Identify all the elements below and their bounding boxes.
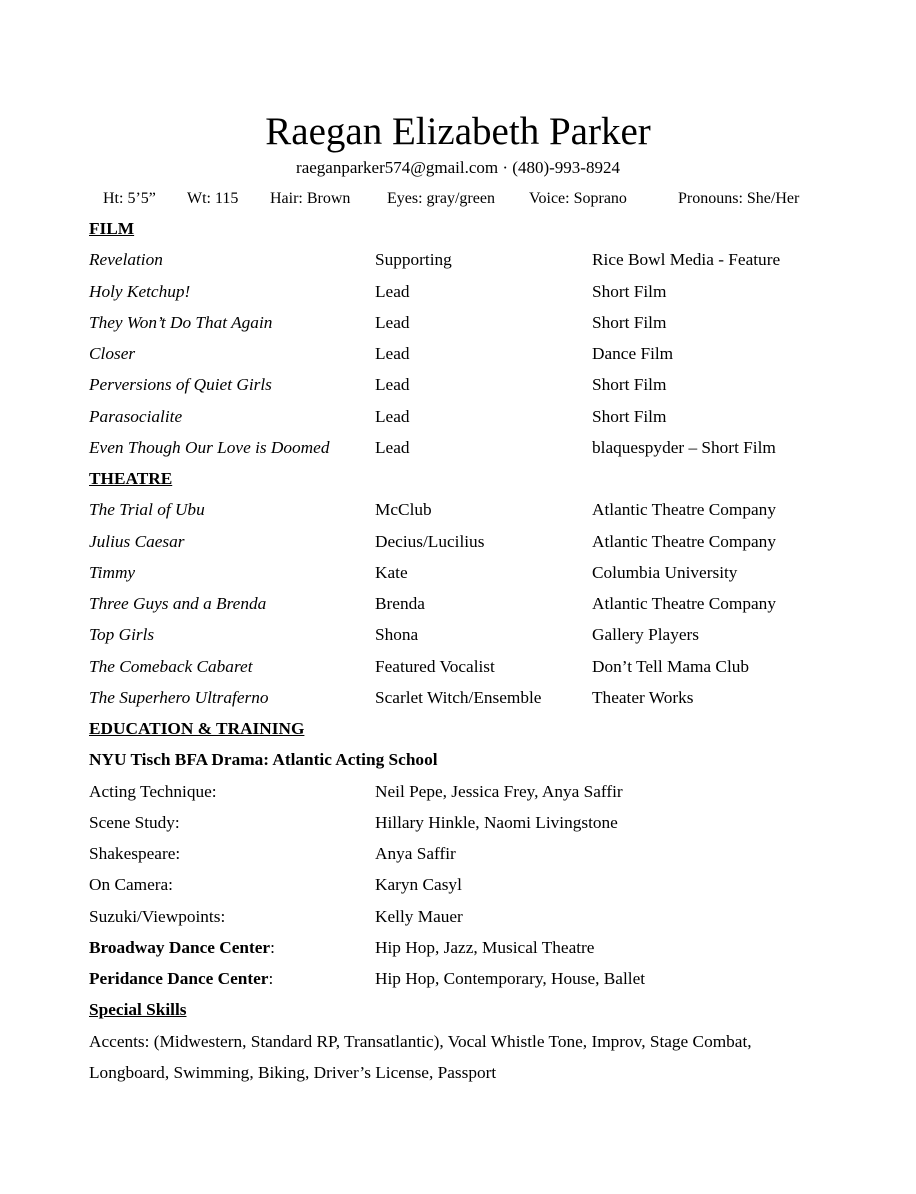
- film-role: Lead: [375, 406, 410, 426]
- stat-voice: Voice: Soprano: [529, 190, 627, 207]
- film-company: blaquespyder – Short Film: [592, 437, 776, 457]
- film-title: Closer: [89, 344, 136, 363]
- skills-text: Accents: (Midwestern, Standard RP, Transatlantic), Vocal Whistle Tone, Improv, Stage Combat, Longboard, Swimming, Biking, Driver’s License, Passport: [89, 1031, 752, 1082]
- dance-school-name: Broadway Dance Center: [89, 937, 271, 957]
- education-heading: EDUCATION & TRAINING: [89, 719, 305, 738]
- resume-body: [89, 213, 829, 1088]
- theatre-title: Three Guys and a Brenda: [89, 594, 267, 613]
- film-company: Short Film: [592, 375, 667, 395]
- theatre-company: Theater Works: [592, 687, 694, 707]
- film-title: Revelation: [89, 250, 163, 270]
- education-school-row: [89, 744, 829, 775]
- theatre-title: The Superhero Ultraferno: [89, 687, 269, 707]
- training-row: [89, 869, 829, 900]
- film-role: Supporting: [375, 250, 452, 270]
- theatre-title: The Trial of Ubu: [89, 500, 205, 520]
- film-role: Lead: [375, 437, 410, 457]
- theatre-company: Atlantic Theatre Company: [592, 594, 776, 613]
- theatre-row: [89, 682, 829, 713]
- dance-styles: Hip Hop, Jazz, Musical Theatre: [375, 937, 595, 957]
- theatre-role: Decius/Lucilius: [375, 531, 485, 551]
- training-label: Acting Technique:: [89, 781, 217, 801]
- film-company: Short Film: [592, 281, 667, 301]
- theatre-role: Shona: [375, 625, 419, 645]
- theatre-title: Top Girls: [89, 625, 155, 645]
- film-section-heading: [89, 213, 829, 244]
- theatre-row: [89, 494, 829, 525]
- film-row: [89, 338, 829, 369]
- theatre-section-heading: [89, 463, 829, 494]
- training-label: On Camera:: [89, 875, 173, 895]
- training-row: [89, 901, 829, 932]
- theatre-role: Featured Vocalist: [375, 656, 495, 676]
- theatre-company: Gallery Players: [592, 625, 700, 645]
- theatre-heading: THEATRE: [89, 469, 173, 488]
- dance-school: [89, 932, 275, 963]
- stat-eyes: Eyes: gray/green: [387, 190, 495, 207]
- stat-height: Ht: 5’5”: [103, 190, 156, 207]
- film-title: Even Though Our Love is Doomed: [89, 437, 330, 457]
- film-title: They Won’t Do That Again: [89, 312, 273, 332]
- dance-row: [89, 932, 829, 963]
- training-teachers: Neil Pepe, Jessica Frey, Anya Saffir: [375, 781, 623, 801]
- training-teachers: Karyn Casyl: [375, 875, 462, 895]
- stats-line: [0, 188, 916, 210]
- theatre-row: [89, 557, 829, 588]
- theatre-role: McClub: [375, 500, 432, 520]
- film-heading: FILM: [89, 219, 135, 238]
- resume-name: Raegan Elizabeth Parker: [265, 110, 651, 153]
- training-label: Scene Study:: [89, 812, 180, 832]
- education-section-heading: [89, 713, 829, 744]
- training-label: Suzuki/Viewpoints:: [89, 906, 226, 926]
- film-title: Parasocialite: [89, 406, 183, 426]
- contact-line: raeganparker574@gmail.com · (480)-993-8924: [296, 158, 620, 177]
- theatre-company: Don’t Tell Mama Club: [592, 656, 750, 676]
- theatre-role: Scarlet Witch/Ensemble: [375, 687, 542, 707]
- film-row: [89, 369, 829, 400]
- film-role: Lead: [375, 344, 410, 363]
- training-row: [89, 807, 829, 838]
- education-school: NYU Tisch BFA Drama: Atlantic Acting School: [89, 750, 438, 770]
- theatre-role: Kate: [375, 562, 408, 582]
- training-row: [89, 776, 829, 807]
- dance-styles: Hip Hop, Contemporary, House, Ballet: [375, 969, 646, 988]
- stat-hair: Hair: Brown: [270, 190, 351, 207]
- dance-school: [89, 963, 273, 994]
- theatre-row: [89, 619, 829, 650]
- film-title: Holy Ketchup!: [89, 281, 191, 301]
- film-row: [89, 244, 829, 275]
- stat-pronouns: Pronouns: She/Her: [678, 190, 800, 207]
- theatre-company: Atlantic Theatre Company: [592, 531, 776, 551]
- skills-heading: Special Skills: [89, 1000, 187, 1020]
- film-company: Short Film: [592, 406, 667, 426]
- stat-weight: Wt: 115: [187, 190, 239, 207]
- film-role: Lead: [375, 281, 410, 301]
- theatre-title: Julius Caesar: [89, 531, 185, 551]
- film-company: Rice Bowl Media - Feature: [592, 250, 781, 270]
- theatre-title: Timmy: [89, 562, 136, 582]
- theatre-row: [89, 588, 829, 619]
- film-role: Lead: [375, 312, 410, 332]
- training-teachers: Anya Saffir: [375, 844, 456, 863]
- training-teachers: Kelly Mauer: [375, 906, 463, 926]
- film-row: [89, 401, 829, 432]
- dance-row: [89, 963, 829, 994]
- theatre-role: Brenda: [375, 594, 425, 613]
- training-label: Shakespeare:: [89, 844, 181, 863]
- film-role: Lead: [375, 375, 410, 395]
- film-row: [89, 276, 829, 307]
- dance-school-colon: :: [270, 937, 275, 957]
- theatre-title: The Comeback Cabaret: [89, 656, 253, 676]
- film-company: Short Film: [592, 312, 667, 332]
- training-row: [89, 838, 829, 869]
- film-row: [89, 307, 829, 338]
- film-row: [89, 432, 829, 463]
- theatre-company: Atlantic Theatre Company: [592, 500, 776, 520]
- film-title: Perversions of Quiet Girls: [89, 375, 272, 395]
- theatre-company: Columbia University: [592, 562, 738, 582]
- theatre-row: [89, 651, 829, 682]
- film-company: Dance Film: [592, 344, 674, 363]
- dance-school-name: Peridance Dance Center: [89, 969, 269, 988]
- skills-section-heading: [89, 994, 829, 1025]
- dance-school-colon: :: [268, 969, 274, 988]
- training-teachers: Hillary Hinkle, Naomi Livingstone: [375, 812, 618, 832]
- theatre-row: [89, 526, 829, 557]
